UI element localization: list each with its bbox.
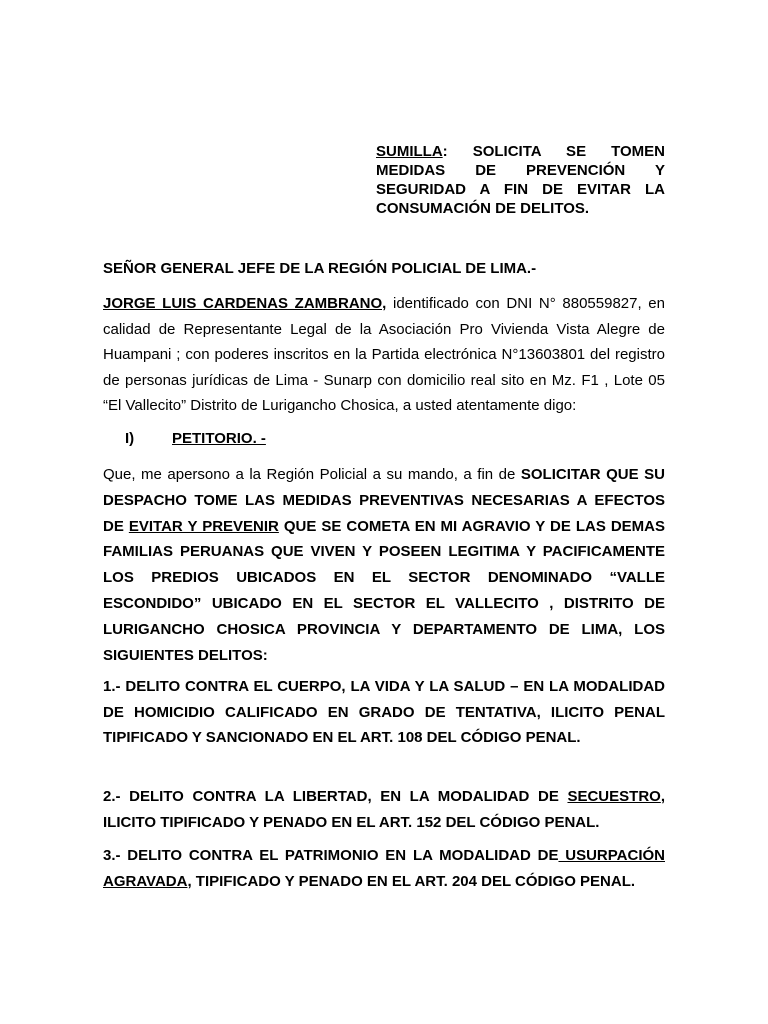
petition-request-text: SOLICITAR QUE SU DESPACHO TOME LAS MEDIDAS PREVENTIVAS NECESARIAS A EFECTOS DE <box>103 466 665 535</box>
sumilla-label: SUMILLA <box>376 143 443 160</box>
crime-item-1: 1.- DELITO CONTRA EL CUERPO, LA VIDA Y LA SALUD – EN LA MODALIDAD DE HOMICIDIO CALIFICADO EN GRADO DE TENTATIVA, ILICITO PENAL TIPIFICADO Y SANCIONADO EN EL ART. 108 DEL CÓDIGO PENAL. <box>103 678 665 746</box>
section-heading-petitorio <box>125 429 266 449</box>
petitioner-name: JORGE LUIS CARDENAS ZAMBRANO, <box>103 295 387 312</box>
crime-2-text-a: 2.- DELITO CONTRA LA LIBERTAD, EN LA MODALIDAD DE <box>103 788 568 805</box>
section-number: I) <box>125 430 135 447</box>
intro-paragraph <box>103 291 665 419</box>
crime-3-underlined: USURPACIÓN AGRAVADA <box>103 847 665 890</box>
sumilla-text: : SOLICITA SE TOMEN MEDIDAS DE PREVENCIÓN Y SEGURIDAD A FIN DE EVITAR LA CONSUMACIÓN DE DELITOS. <box>376 143 665 217</box>
petition-detail-text: QUE SE COMETA EN MI AGRAVIO Y DE LAS DEMAS FAMILIAS PERUANAS QUE VIVEN Y POSEEN LEGITIMA Y PACIFICAMENTE LOS PREDIOS UBICADOS EN EL SECTOR DENOMINADO “VALLE ESCONDIDO” UBICADO EN EL SECTOR EL VALLECITO , DISTRITO DE LURIGANCHO CHOSICA PROVINCIA Y DEPARTAMENTO DE LIMA, LOS SIGUIENTES DELITOS: <box>103 517 666 664</box>
crime-item-3 <box>103 843 665 894</box>
crime-item-2 <box>103 784 665 835</box>
crime-3-text-b: , TIPIFICADO Y PENADO EN EL ART. 204 DEL CÓDIGO PENAL. <box>187 872 636 890</box>
sumilla-block <box>376 142 665 218</box>
section-title: PETITORIO. - <box>172 430 266 447</box>
intro-text: identificado con DNI N° 880559827, en calidad de Representante Legal de la Asociación Pro Vivienda Vista Alegre de Huampani ; con poderes inscritos en la Partida electrónica N°13603801 del registro de personas jurídicas de Lima - Sunarp con domicilio real sito en Mz. F1 , Lote 05 “El Vallecito” Distrito de Lurigancho Chosica, a usted atentamente digo: <box>103 295 665 414</box>
crime-3-text-a: 3.- DELITO CONTRA EL PATRIMONIO EN LA MODALIDAD DE <box>103 847 559 864</box>
petition-intro-text: Que, me apersono a la Región Policial a su mando, a fin de <box>103 466 521 483</box>
crime-2-underlined: SECUESTRO <box>567 788 661 805</box>
petition-emphasis-text: EVITAR Y PREVENIR <box>128 517 279 535</box>
petition-paragraph <box>103 462 665 668</box>
addressee-line: SEÑOR GENERAL JEFE DE LA REGIÓN POLICIAL DE LIMA.- <box>103 260 537 277</box>
crime-2-text-b: , ILICITO TIPIFICADO Y PENADO EN EL ART. 152 DEL CÓDIGO PENAL. <box>103 788 665 831</box>
